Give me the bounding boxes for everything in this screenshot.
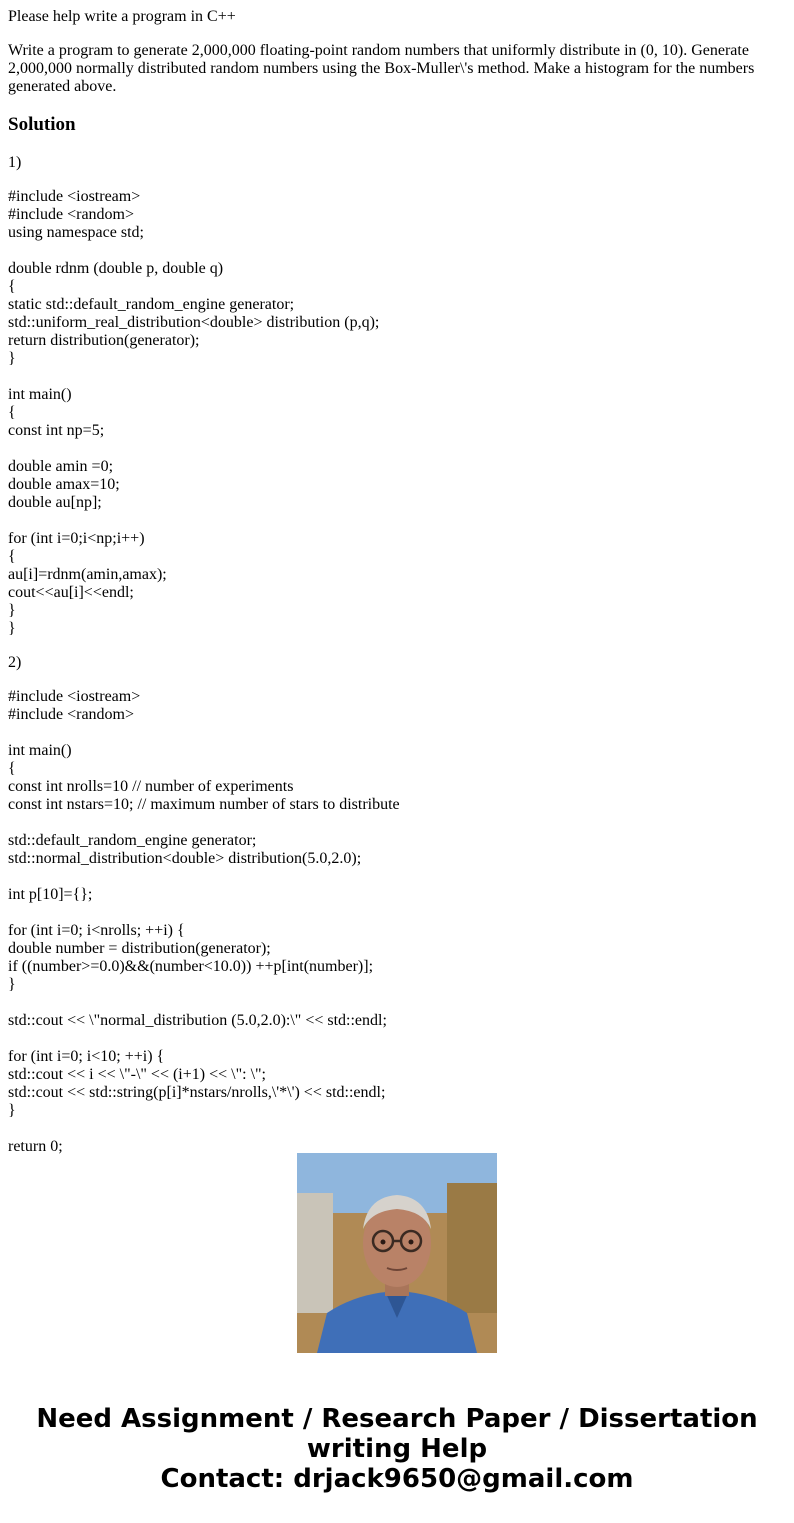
code-line: double amin =0;: [8, 458, 114, 475]
code-line: for (int i=0;i<np;i++): [8, 530, 145, 547]
code-line: int main(): [8, 742, 72, 759]
code-line: [8, 1030, 778, 1048]
code-line: au[i]=rdnm(amin,amax);: [8, 566, 167, 583]
code-line: [8, 242, 778, 260]
banner-line-2: writing Help: [306, 1434, 488, 1464]
code-line: std::default_random_engine generator;: [8, 832, 257, 849]
code-line: double number = distribution(generator);: [8, 940, 271, 957]
code-line: [8, 440, 778, 458]
code-line: #include <random>: [8, 706, 135, 723]
banner-contact: Contact: drjack9650@gmail.com: [160, 1464, 634, 1494]
contact-banner: [0, 1404, 794, 1494]
code-line: [8, 814, 778, 832]
code-line: [8, 512, 778, 530]
code-line: [8, 994, 778, 1012]
code-line: static std::default_random_engine generator;: [8, 296, 295, 313]
solution-heading: Solution: [8, 114, 76, 135]
code-line: double amax=10;: [8, 476, 120, 493]
code-line: const int nrolls=10 // number of experiments: [8, 778, 294, 795]
code-line: }: [8, 350, 16, 367]
code-line: const int nstars=10; // maximum number of stars to distribute: [8, 796, 400, 813]
code-line: #include <random>: [8, 206, 135, 223]
author-avatar: [297, 1153, 497, 1353]
code-line: for (int i=0; i<nrolls; ++i) {: [8, 922, 185, 939]
code-line: int main(): [8, 386, 72, 403]
author-portrait-image: [297, 1153, 497, 1353]
code-line: }: [8, 976, 16, 993]
code-line: {: [8, 278, 16, 295]
code-line: {: [8, 404, 16, 421]
code-line: }: [8, 1102, 16, 1119]
document-content: [8, 0, 778, 1155]
code-line: std::cout << \"normal_distribution (5.0,2.0):\" << std::endl;: [8, 1012, 387, 1029]
question-body: Write a program to generate 2,000,000 floating-point random numbers that uniformly distribute in (0, 10). Generate 2,000,000 normally distributed random numbers using the Box-Muller\'s method. Make a histogram for the numbers generated above.: [8, 42, 755, 95]
code-line: for (int i=0; i<10; ++i) {: [8, 1048, 165, 1065]
code-line: }: [8, 602, 16, 619]
code-line: }: [8, 620, 16, 637]
code-line: double rdnm (double p, double q): [8, 260, 224, 277]
code-line: return 0;: [8, 1138, 63, 1155]
code-line: std::cout << i << \"-\" << (i+1) << \": \";: [8, 1066, 266, 1083]
code-line: {: [8, 548, 16, 565]
code-line: #include <iostream>: [8, 188, 141, 205]
code-line: [8, 868, 778, 886]
part1-code-block: [8, 188, 778, 638]
code-line: if ((number>=0.0)&&(number<10.0)) ++p[int(number)];: [8, 958, 374, 975]
part2-label: 2): [8, 654, 22, 671]
code-line: [8, 904, 778, 922]
code-line: double au[np];: [8, 494, 102, 511]
code-line: return distribution(generator);: [8, 332, 200, 349]
part2-code-block: [8, 688, 778, 1156]
code-line: {: [8, 760, 16, 777]
code-line: [8, 368, 778, 386]
banner-line-1: Need Assignment / Research Paper / Dissertation: [36, 1404, 758, 1434]
code-line: std::cout << std::string(p[i]*nstars/nrolls,\'*\') << std::endl;: [8, 1084, 386, 1101]
code-line: cout<<au[i]<<endl;: [8, 584, 134, 601]
part1-label: 1): [8, 154, 22, 171]
code-line: std::uniform_real_distribution<double> distribution (p,q);: [8, 314, 380, 331]
code-line: std::normal_distribution<double> distribution(5.0,2.0);: [8, 850, 362, 867]
code-line: [8, 724, 778, 742]
code-line: const int np=5;: [8, 422, 105, 439]
question-title: Please help write a program in C++: [8, 8, 236, 25]
code-line: #include <iostream>: [8, 688, 141, 705]
code-line: using namespace std;: [8, 224, 144, 241]
code-line: [8, 1120, 778, 1138]
code-line: int p[10]={};: [8, 886, 93, 903]
